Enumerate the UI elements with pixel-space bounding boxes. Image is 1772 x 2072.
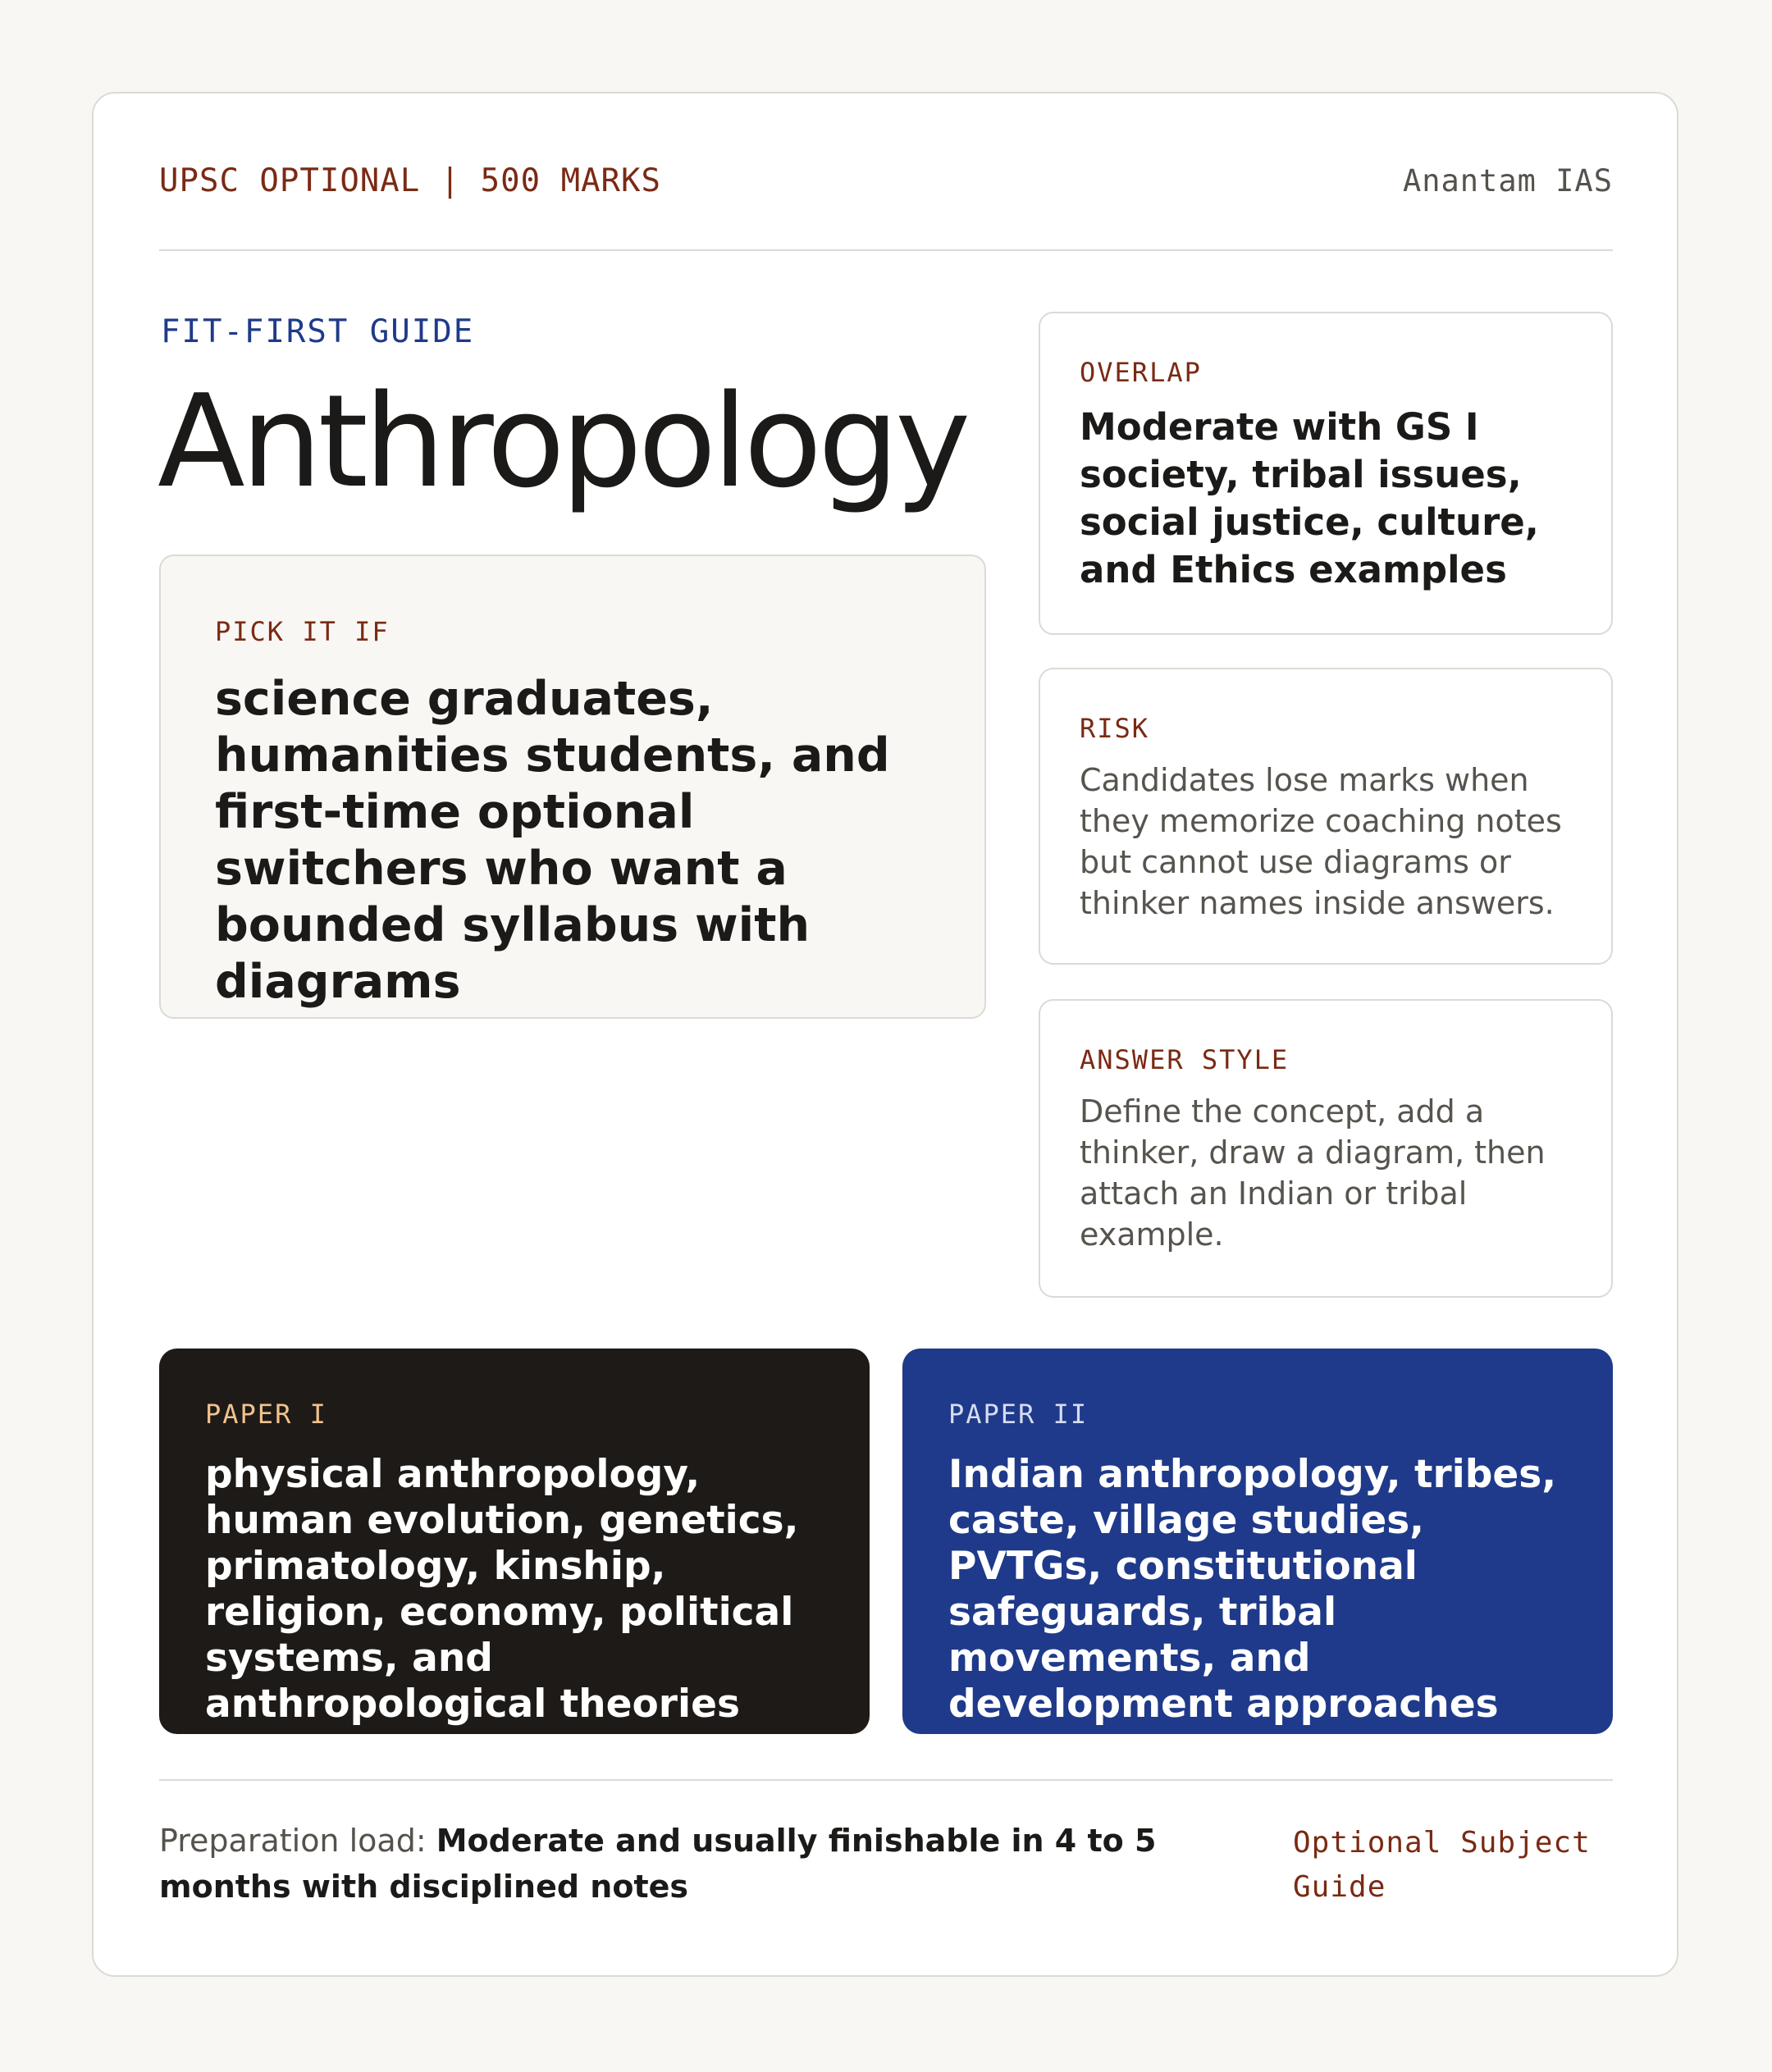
risk-box (1039, 668, 1613, 965)
overlap-box (1039, 312, 1613, 635)
guide-tag: Optional Subject Guide (1293, 1826, 1591, 1904)
paper-two-card (902, 1349, 1613, 1734)
overlap-text: Moderate with GS I society, tribal issues, social justice, culture, and Ethics examples (1080, 405, 1539, 591)
paper-two-text: Indian anthropology, tribes, caste, village studies, PVTGs, constitutional safeguards, tribal movements, and development approaches (948, 1452, 1557, 1727)
answer-style-box (1039, 999, 1613, 1298)
header-divider (159, 249, 1613, 251)
footer-divider (159, 1779, 1613, 1781)
risk-text: Candidates lose marks when they memorize coaching notes but cannot use diagrams or thinker names inside answers. (1080, 762, 1562, 921)
brand-name: Anantam IAS (1402, 163, 1613, 199)
answer-style-label: ANSWER STYLE (1080, 1044, 1290, 1075)
preparation-load-detail: Moderate and usually finishable in 4 to 5 months with disciplined notes (159, 1823, 1157, 1905)
answer-style-text: Define the concept, add a thinker, draw a diagram, then attach an Indian or tribal example. (1080, 1093, 1546, 1253)
guide-kicker: FIT-FIRST GUIDE (161, 313, 475, 350)
preparation-load-label: Preparation load: (159, 1823, 427, 1859)
pick-it-if-label: PICK IT IF (215, 616, 390, 647)
overlap-label: OVERLAP (1080, 357, 1202, 388)
pick-it-if-text: science graduates, humanities students, and first-time optional switchers who want a bounded syllabus with diagrams (215, 672, 890, 1009)
paper-one-label: PAPER I (205, 1399, 327, 1430)
paper-one-text: physical anthropology, human evolution, genetics, primatology, kinship, religion, economy, political systems, and anthropological theories (205, 1452, 799, 1727)
pick-it-if-box (159, 555, 986, 1019)
subject-title: Anthropology (158, 367, 967, 516)
preparation-load (159, 1818, 1291, 1910)
paper-one-card (159, 1349, 870, 1734)
risk-label: RISK (1080, 713, 1150, 744)
exam-label: UPSC OPTIONAL | 500 MARKS (159, 162, 661, 199)
paper-two-label: PAPER II (948, 1399, 1089, 1430)
